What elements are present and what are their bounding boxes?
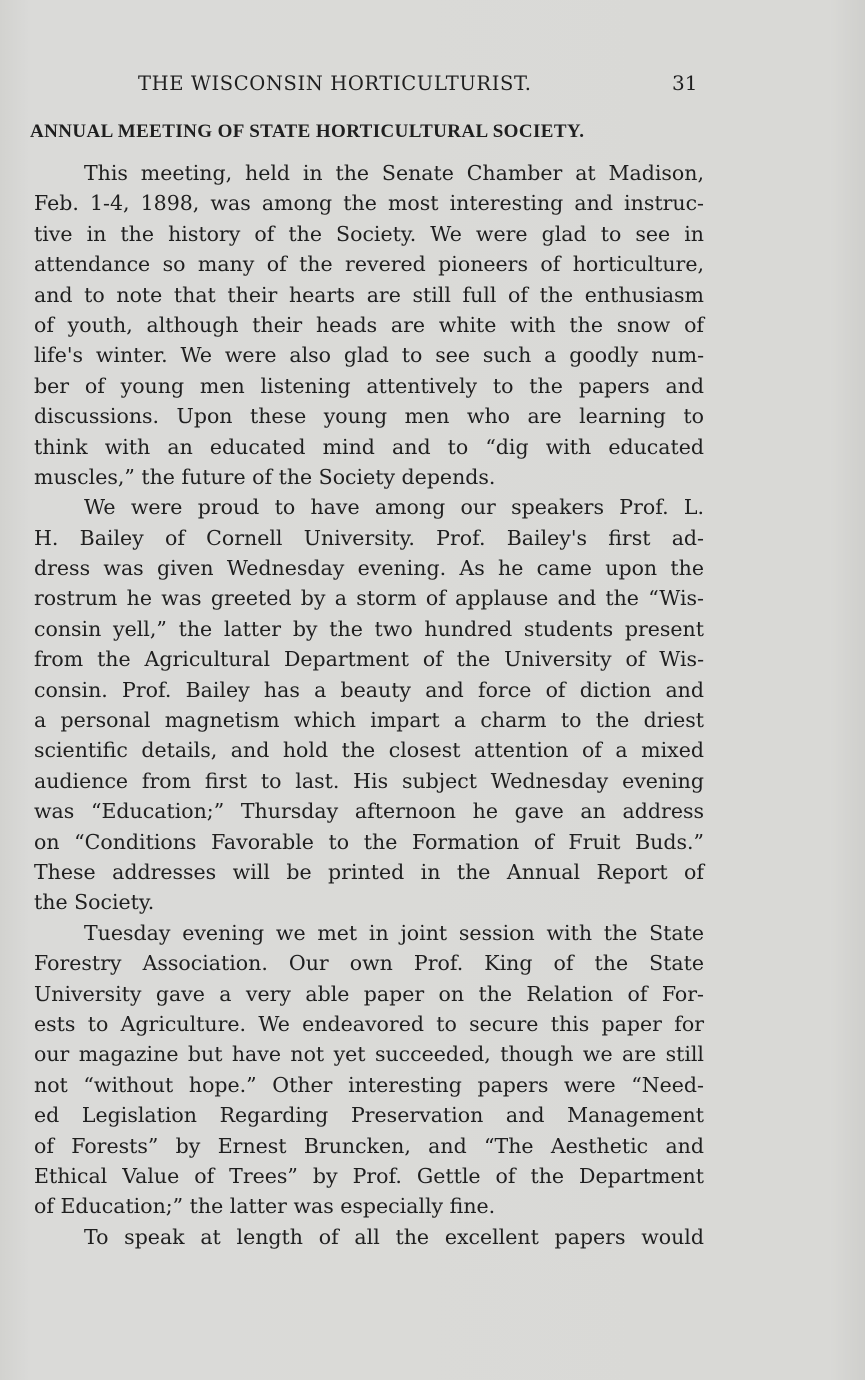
- text-line: Ethical Value of Trees” by Prof. Gettle of the Department: [34, 1163, 704, 1188]
- text-line: was “Education;” Thursday afternoon he gave an address: [34, 799, 704, 824]
- text-line: ests to Agriculture. We endeavored to secure this paper for: [34, 1011, 704, 1036]
- text-line: Tuesday evening we met in joint session with the State: [84, 920, 704, 945]
- text-line: think with an educated mind and to “dig with educated: [34, 434, 704, 459]
- text-line: Feb. 1-4, 1898, was among the most interesting and instruc-: [34, 191, 704, 216]
- text-line: the Society.: [34, 890, 155, 915]
- article-body: [34, 158, 704, 1252]
- text-line: audience from first to last. His subject Wednesday evening: [34, 768, 704, 793]
- text-line: We were proud to have among our speakers Prof. L.: [84, 495, 704, 520]
- text-line: of Education;” the latter was especially fine.: [34, 1194, 496, 1219]
- article-title: ANNUAL MEETING OF STATE HORTICULTURAL SOCIETY.: [30, 121, 585, 142]
- text-line: consin. Prof. Bailey has a beauty and force of diction and: [34, 677, 704, 702]
- page-number: 31: [672, 71, 698, 95]
- text-line: tive in the history of the Society. We were glad to see in: [34, 221, 704, 246]
- text-line: ber of young men listening attentively to the papers and: [34, 373, 704, 398]
- text-line: a personal magnetism which impart a charm to the driest: [34, 708, 704, 733]
- text-line: dress was given Wednesday evening. As he came upon the: [34, 556, 704, 581]
- text-line: rostrum he was greeted by a storm of applause and the “Wis-: [34, 586, 704, 611]
- text-line: from the Agricultural Department of the University of Wis-: [34, 647, 704, 672]
- text-line: Forestry Association. Our own Prof. King of the State: [34, 951, 704, 976]
- text-line: on “Conditions Favorable to the Formation of Fruit Buds.”: [34, 829, 704, 854]
- text-line: ed Legislation Regarding Preservation and Management: [34, 1103, 704, 1128]
- page-header: [0, 68, 865, 98]
- text-line: life's winter. We were also glad to see such a goodly num-: [34, 343, 704, 368]
- text-line: To speak at length of all the excellent papers would: [84, 1224, 704, 1249]
- text-line: attendance so many of the revered pioneers of horticulture,: [34, 252, 704, 277]
- text-line: H. Bailey of Cornell University. Prof. Bailey's first ad-: [34, 525, 704, 550]
- text-line: University gave a very able paper on the Relation of For-: [34, 981, 704, 1006]
- text-line: muscles,” the future of the Society depends.: [34, 464, 496, 489]
- text-line: our magazine but have not yet succeeded, though we are still: [34, 1042, 704, 1067]
- text-line: discussions. Upon these young men who are learning to: [34, 404, 704, 429]
- text-line: not “without hope.” Other interesting papers were “Need-: [34, 1072, 704, 1097]
- text-line: scientific details, and hold the closest attention of a mixed: [34, 738, 704, 763]
- text-line: These addresses will be printed in the Annual Report of: [34, 859, 704, 884]
- text-line: This meeting, held in the Senate Chamber at Madison,: [84, 161, 704, 185]
- running-title: THE WISCONSIN HORTICULTURIST.: [138, 72, 532, 95]
- text-line: and to note that their hearts are still full of the enthusiasm: [34, 282, 704, 307]
- text-line: of Forests” by Ernest Bruncken, and “The Aesthetic and: [34, 1133, 704, 1158]
- text-line: consin yell,” the latter by the two hundred students present: [34, 616, 704, 641]
- text-line: of youth, although their heads are white with the snow of: [34, 312, 704, 337]
